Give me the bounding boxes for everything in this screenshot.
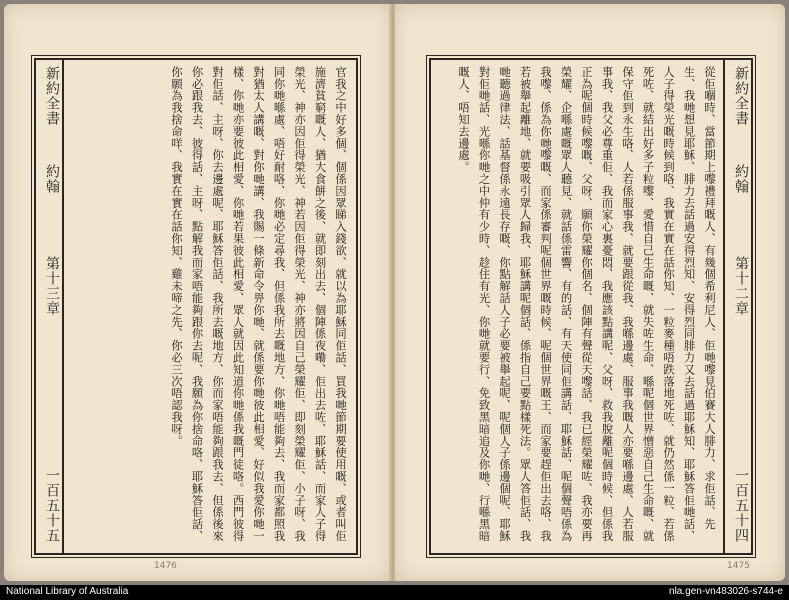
scripture-text: 官我之中好多個、個係因眾睇入錢欲、就以為耶穌同佢話、買我哋節期要使用嘅、或者叫佢施濟貧窮嘅人、猶大食餅之後、就即刻出去、個陣係夜嘞、佢出去咗、耶穌話、而家人子得榮光、神亦因佢得榮光、神若因佢得榮光、神亦將因自己榮耀佢、即刻榮耀佢、小子呀、我同你哋喺處、唔好耐咯、你哋必定尋我、但係我所去嘅地方、你哋唔能夠去、我而家都照我對猶太人講嘅、對你哋講、我賜一條新命令畀你哋、就係要你哋彼此相愛、好似我愛你哋一樣、你哋亦要彼此相愛、你哋若果彼此相愛、眾人就因此知道你哋係我嘅門徒咯。西門彼得對佢話、主呀、你去邊處呢、耶穌答佢話、我所去嘅地方、你而家唔能夠跟我去、但係後來你必跟我去、彼得話、主呀、點解我而家唔能夠跟你去呢、我願為你捨命咯、耶穌答佢話、你願為我捨命咩、我實在實在話你知、雞未啼之先、你必三次唔認我呀。 [170, 66, 347, 542]
running-header-left [36, 60, 64, 553]
page-number: 一百五十四 [733, 468, 749, 543]
book-name: 約翰 [44, 164, 60, 194]
chapter-label: 第十二章 [733, 256, 749, 316]
running-title: 新約全書 [733, 66, 749, 126]
left-page [4, 4, 391, 581]
text-frame-right [429, 58, 753, 555]
page-number: 一百五十五 [44, 468, 60, 543]
right-page [395, 4, 785, 581]
body-text-left [68, 66, 350, 547]
library-credit: National Library of Australia [6, 586, 129, 597]
running-header-right [723, 60, 751, 553]
running-title: 新約全書 [44, 66, 60, 126]
body-text-right [437, 66, 719, 547]
catalog-stamp: 1475 [727, 561, 750, 571]
scripture-text: 從佢嗰時、當節期上嚟禮拜嘅人、有幾個希利尼人、佢哋嚟見伯賽大人腓力、求佢話、先生、我哋想見耶穌、腓力去話過安得烈知、安得烈同腓力又去話過耶穌知、耶穌答佢哋話、人子得榮光嘅時候到咯、我實在實在話你知、一粒麥種唔跌落地死咗、就仍然係一粒、若係死咗、就結出好多子粒嚟、愛惜自己生命嘅、就失咗生命、喺呢個世界憎惡自己生命嘅、就保守佢到永生咯、人若係服事我、就要跟從我、我喺邊處、服事我嘅人亦要喺邊處、人若服事我、我父必尊重佢、我而家心裏憂悶、我應該點講呢、父呀、救我脫離呢個時候、但係我正為呢個時候嚟嘅、父呀、願你榮耀你個名、個陣有聲從天嚟話、我已經榮耀咗、我亦要再榮耀、企喺處嘅眾人聽見、就話係雷響、有的話、有天使同佢講話、耶穌話、呢個聲唔係為我嚟、係為你哋嚟嘅、而家係審判呢個世界嘅時候、呢個世界嘅王、而家要趕佢出去咯、我若被舉起離地、就要吸引眾人歸我、耶穌講呢個話、係指自己要點樣死法。眾人答佢話、我哋聽過律法、話基督係永遠長存嘅、你點解話人子必要被舉起呢、呢個人子係邊個呢、耶穌對佢哋話、光喺你哋之中仲有少時、趁住有光、你哋就要行、免致黑暗追及你哋、行喺黑暗嘅人、唔知去邊處。 [457, 66, 716, 542]
attribution-bar [0, 585, 789, 600]
chapter-label: 第十三章 [44, 256, 60, 316]
catalog-stamp: 1476 [154, 561, 177, 571]
book-name: 約翰 [733, 164, 749, 194]
text-frame-left [34, 58, 358, 555]
item-reference: nla.gen-vn483026-s744-e [669, 586, 783, 597]
